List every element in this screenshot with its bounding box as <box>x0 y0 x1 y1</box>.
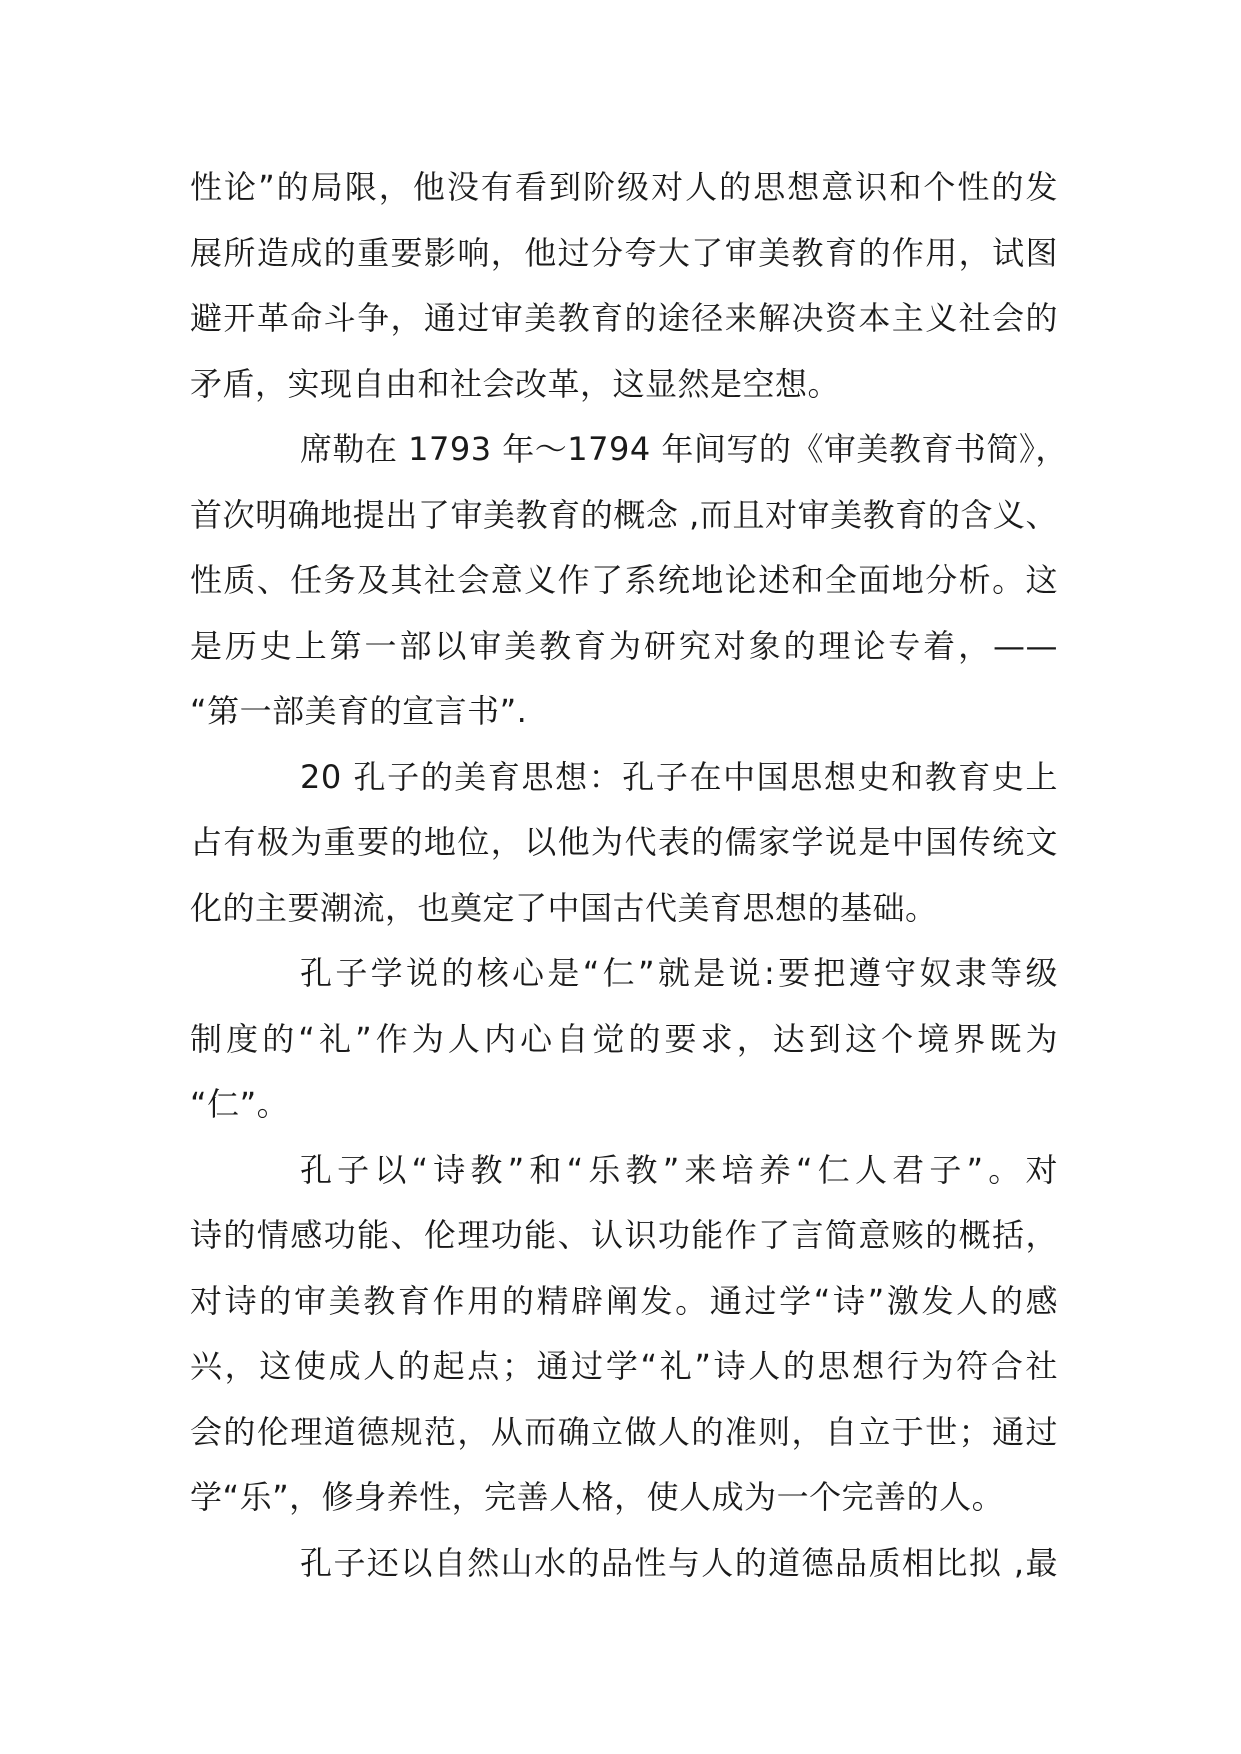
text-line: 矛盾，实现自由和社会改革，这显然是空想。 <box>190 364 841 403</box>
text-line: 兴，这使成人的起点；通过学“礼”诗人的思想行为符合社 <box>190 1347 1058 1385</box>
text-line: 席勒在 1793 年～1794 年间写的《审美教育书简》， <box>300 430 1068 468</box>
text-line: 会的伦理道德规范，从而确立做人的准则，自立于世；通过 <box>190 1412 1058 1451</box>
text-line: 孔子以“诗教”和“乐教”来培养“仁人君子”。对 <box>300 1150 1058 1189</box>
text-line: 性质、任务及其社会意义作了系统地论述和全面地分析。这 <box>190 561 1058 599</box>
text-line: “第一部美育的宣言书”. <box>190 692 528 730</box>
text-line: 诗的情感功能、伦理功能、认识功能作了言简意赅的概括， <box>190 1216 1058 1254</box>
text-line: 展所造成的重要影响，他过分夸大了审美教育的作用，试图 <box>190 233 1058 272</box>
text-line: 占有极为重要的地位，以他为代表的儒家学说是中国传统文 <box>190 823 1058 861</box>
text-line: 避开革命斗争，通过审美教育的途径来解决资本主义社会的 <box>190 299 1058 337</box>
text-line: 是历史上第一部以审美教育为研究对象的理论专着，—— <box>190 626 1058 665</box>
text-line: 学“乐”，修身养性，完善人格，使人成为一个完善的人。 <box>190 1478 1005 1516</box>
text-line: 首次明确地提出了审美教育的概念 ,而且对审美教育的含义、 <box>190 495 1058 534</box>
text-line: 对诗的审美教育作用的精辟阐发。通过学“诗”激发人的感 <box>190 1281 1058 1320</box>
text-line: 20 孔子的美育思想：孔子在中国思想史和教育史上 <box>300 757 1058 796</box>
text-line: 制度的“礼”作为人内心自觉的要求，达到这个境界既为 <box>190 1019 1058 1058</box>
text-line: 性论”的局限，他没有看到阶级对人的思想意识和个性的发 <box>190 168 1058 206</box>
text-line: “仁”。 <box>190 1085 290 1123</box>
text-line: 化的主要潮流，也奠定了中国古代美育思想的基础。 <box>190 888 938 927</box>
text-line: 孔子学说的核心是“仁”就是说:要把遵守奴隶等级 <box>300 954 1058 992</box>
body-text <box>190 155 1068 1596</box>
text-line: 孔子还以自然山水的品性与人的道德品质相比拟 ,最 <box>300 1543 1058 1582</box>
